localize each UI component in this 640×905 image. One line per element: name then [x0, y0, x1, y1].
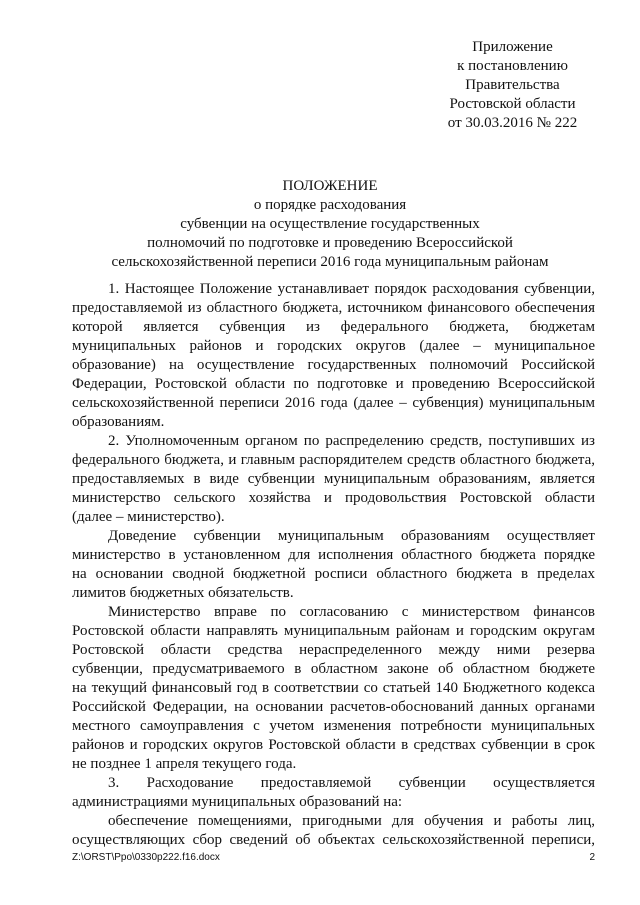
body-line: обеспечение помещениями, пригодными для обучения и работы лиц, [108, 813, 595, 829]
body-line: предоставляемых в виде субвенции муниципальным образованиям, является [72, 471, 595, 487]
body-line: предоставляемой из областного бюджета, источником финансового обеспечения [72, 300, 595, 316]
title-line: полномочий по подготовке и проведению Всероссийской [147, 235, 513, 251]
body-line: министерство в установленном для исполнения областного бюджета порядке [72, 547, 595, 563]
body-line: 1. Настоящее Положение устанавливает порядок расходования субвенции, [108, 281, 595, 297]
annex-line: Приложение [472, 39, 553, 55]
body-line: районов и городских округов Ростовской области в средствах субвенции в срок [72, 737, 595, 753]
body-line: министерство сельского хозяйства и продовольствия Ростовской области [72, 490, 595, 506]
body-line: Российской Федерации, на основании расчетов-обоснований данных органами [72, 699, 595, 715]
footer-file-path: Z:\ORST\Ppo\0330p222.f16.docx [72, 852, 220, 863]
body-line: 2. Уполномоченным органом по распределению средств, поступивших из [108, 433, 595, 449]
body-line: на основании сводной бюджетной росписи областного бюджета в пределах [72, 566, 595, 582]
body-line: Ростовской области направлять муниципальным районам и городским округам [72, 623, 595, 639]
body-line: образованиям. [72, 414, 165, 430]
body-line: 3. Расходование предоставляемой субвенции осуществляется [108, 775, 595, 791]
body-line: на текущий финансовый год в соответствии со статьей 140 Бюджетного кодекса [72, 680, 595, 696]
title-line: сельскохозяйственной переписи 2016 года муниципальным районам [111, 254, 549, 270]
title-line: о порядке расходования [253, 197, 407, 213]
body-line: не позднее 1 апреля текущего года. [72, 756, 297, 772]
body-line: федерального бюджета, и главным распорядителем средств областного бюджета, [72, 452, 595, 468]
body-line: лимитов бюджетных обязательств. [72, 585, 294, 601]
body-line: местного самоуправления с учетом изменения потребности муниципальных [72, 718, 595, 734]
body-line: муниципальных районов и городских округов (далее – муниципальное [72, 338, 595, 354]
annex-line: Правительства [465, 77, 560, 93]
body-line: Доведение субвенции муниципальным образованиям осуществляет [108, 528, 595, 544]
body-line: осуществляющих сбор сведений об объектах сельскохозяйственной переписи, [72, 832, 595, 848]
body-line: администрациями муниципальных образований на: [72, 794, 403, 810]
body-line: Министерство вправе по согласованию с министерством финансов [108, 604, 595, 620]
annex-header [400, 38, 625, 133]
body-line: образование) на осуществление государственных полномочий Российской [72, 357, 595, 373]
annex-line: к постановлению [457, 58, 568, 74]
body-line: (далее – министерство). [72, 509, 225, 525]
annex-line: Ростовской области [449, 96, 576, 112]
footer-page-number: 2 [589, 852, 595, 863]
body-line: которой является субвенция из федерального бюджета, бюджетам [72, 319, 595, 335]
body-line: субвенции, предусматриваемого в областном законе об областном бюджете [72, 661, 595, 677]
document-title [60, 177, 600, 272]
body-line: Ростовской области средства нераспределенного между ними резерва [72, 642, 595, 658]
title-heading: ПОЛОЖЕНИЕ [282, 178, 378, 194]
annex-line: от 30.03.2016 № 222 [447, 115, 578, 131]
body-line: сельскохозяйственной переписи 2016 года (далее – субвенция) муниципальным [72, 395, 595, 411]
body-line: Федерации, Ростовской области по подготовке и проведению Всероссийской [72, 376, 595, 392]
title-line: субвенции на осуществление государственных [180, 216, 480, 232]
